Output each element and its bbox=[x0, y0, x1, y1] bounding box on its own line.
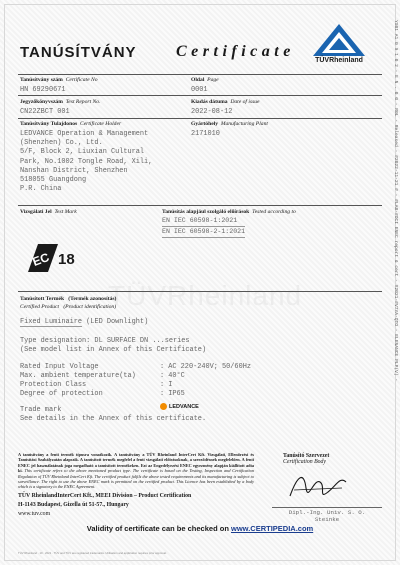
trade-mark-label: Trade mark bbox=[20, 406, 62, 414]
divider bbox=[18, 95, 382, 96]
holder-address bbox=[20, 130, 152, 194]
signature-icon bbox=[284, 468, 354, 508]
brand-logo bbox=[160, 403, 199, 410]
ledvance-dot-icon bbox=[160, 403, 167, 410]
divider bbox=[18, 118, 382, 119]
certification-body-block bbox=[283, 453, 383, 465]
footer-company: TÜV RheinlandInterCert Kft., MEEI Division – Product Certification bbox=[18, 493, 192, 499]
rating-value: : I bbox=[160, 381, 173, 389]
report-no-label: Jegyzőkönyvszám Test Report No. bbox=[20, 99, 101, 105]
footer-website[interactable]: www.tuv.com bbox=[18, 511, 51, 517]
watermark: TÜVRheinland bbox=[108, 280, 303, 311]
rating-key: Protection Class bbox=[20, 381, 87, 389]
side-reference-text: YS01 A1 0 9 1 0 2 - E N . 0 0 - R0L - Released - #2022-11-21 # - #LAB-#OCI ENEC report & cert - #2021-#V7YA-QTO - ELENANCE PLP(V) - bbox=[393, 20, 398, 382]
tuv-logo-wordmark: TÜVRheinland bbox=[315, 57, 363, 64]
product-label-en: Certified Product (Product identification) bbox=[20, 304, 117, 310]
standard-item: EN IEC 60598-1:2021 bbox=[162, 216, 245, 227]
holder-line: 5/F, Block 2, Liuxian Cultural bbox=[20, 148, 145, 157]
title-hungarian: TANÚSÍTVÁNY bbox=[20, 44, 137, 61]
rating-value: : AC 220-240V; 50/60Hz bbox=[160, 363, 251, 371]
svg-text:EC: EC bbox=[30, 250, 52, 269]
rating-value: : IP65 bbox=[160, 390, 185, 398]
type-model-note: (See model list in Annex of this Certificate) bbox=[20, 346, 207, 354]
issue-date-label: Kiadás dátuma Date of issue bbox=[191, 99, 260, 105]
rating-key: Degree of protection bbox=[20, 390, 103, 398]
plant-value: 2171010 bbox=[191, 130, 220, 138]
page-value: 0001 bbox=[191, 86, 208, 94]
cert-no-value: HN 69290671 bbox=[20, 86, 66, 94]
holder-line: Nanshan District, Shenzhen bbox=[20, 166, 128, 175]
legal-text bbox=[18, 452, 254, 490]
holder-line: P.R. China bbox=[20, 185, 62, 194]
cert-body-hu: Tanúsító Szervezet bbox=[283, 453, 330, 459]
enec-mark-icon bbox=[24, 240, 84, 276]
signer-name: Dipl.-Ing. Univ. S. O. Steinke bbox=[288, 509, 366, 523]
product-label-hu: Tanúsított Termék (Termék azonosítás) bbox=[20, 296, 117, 302]
cert-body-en: Certification Body bbox=[283, 459, 326, 465]
rating-key: Rated Input Voltage bbox=[20, 363, 99, 371]
report-no-value: CN22ZBCT 001 bbox=[20, 108, 70, 116]
holder-label: Tanúsítvány Tulajdonos Certificate Holder bbox=[20, 121, 122, 127]
standards-label: Tanúsítás alapjául szolgáló előírások Tested according to bbox=[162, 209, 296, 215]
type-designation: Type designation: DL SURFACE DN ...series bbox=[20, 337, 190, 345]
cert-no-label: Tanúsítvány szám Certificate No bbox=[20, 77, 98, 83]
holder-line: 518055 Guangdong bbox=[20, 176, 87, 185]
legal-text-hu: A tanúsítvány a fenti termék típusra vonatkozik. A tanúsítvány a TÜV Rheinland InterCert Kft. Vizsgálati, Ellenőrzési és Tanúsítási Szabályzatán alapszik. A tanúsított termék megfelel a fenti vizsgálati előírásoknak, a szerződésnek megfelelően. A fenti ENEC jel használatának joga megadható a tanúsított termékeken. Ezt az Engedélyezési ENEC egyezmény alapján kiállított adta ki. bbox=[18, 452, 254, 474]
footer-address: H-1143 Budapest, Gizella út 51-57., Hungary bbox=[18, 502, 129, 508]
page-label: Oldal Page bbox=[191, 77, 219, 83]
holder-line: LEDVANCE Operation & Management bbox=[20, 130, 149, 138]
enec-number: 18 bbox=[58, 251, 75, 268]
standard-item: EN IEC 60598-2-1:2021 bbox=[162, 227, 245, 238]
side-reference-strip bbox=[390, 20, 399, 540]
validity-note: Validity of certificate can be checked on www.CERTIPEDIA.com bbox=[86, 524, 314, 533]
holder-line: (Shenzhen) Co., Ltd. bbox=[20, 139, 103, 148]
issue-date-value: 2022-08-12 bbox=[191, 108, 233, 116]
divider bbox=[18, 205, 382, 206]
brand-name: LEDVANCE bbox=[169, 403, 199, 410]
standards-list bbox=[162, 216, 245, 238]
fine-print: TÜV Rheinland · 10 · 2021 · TÜV and TÜV are registered trademarks. Utilisation and application requires prior approval. bbox=[18, 551, 167, 555]
rating-value: : 40°C bbox=[160, 372, 185, 380]
legal-text-en: This certificate refers to the above mentioned product type. The certificate is based on the Testing, Inspection and Certification Regulation of TÜV Rheinland InterCert Kft. The certified product fulfils the above tested requirements and its manufacturing is subject to surveillance. The right to use the above ENEC mark is permitted on the certified product. This Licence has been established by a body which is a signatory to the ENEC Agreement. bbox=[18, 468, 254, 490]
plant-label: Gyártóhely Manufacturing Plant bbox=[191, 121, 268, 127]
signature-line bbox=[272, 507, 382, 508]
rating-key: Max. ambient temperature(ta) bbox=[20, 372, 136, 380]
holder-line: Park, No.1002 Tongle Road, Xili, bbox=[20, 157, 153, 166]
certipedia-link[interactable]: www.CERTIPEDIA.com bbox=[230, 524, 314, 533]
product-name: Fixed Luminaire (LED Downlight) bbox=[20, 318, 149, 326]
title-english: Certificate bbox=[176, 43, 295, 60]
test-mark-label: Vizsgálati Jel Test Mark bbox=[20, 209, 77, 215]
annex-note: See details in the Annex of this certificate. bbox=[20, 415, 207, 423]
divider bbox=[18, 74, 382, 75]
divider bbox=[18, 291, 382, 292]
